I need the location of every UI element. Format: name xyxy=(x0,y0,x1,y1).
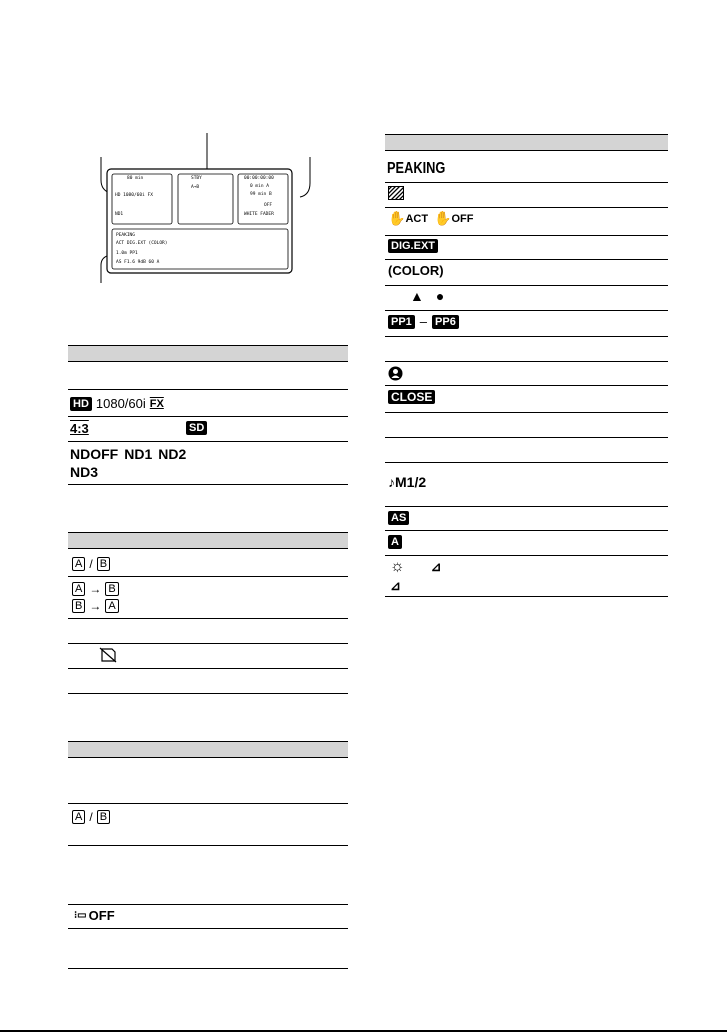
white-balance-icons xyxy=(390,558,442,576)
card-b-icon: B xyxy=(97,810,110,824)
aspect-ratio-icon xyxy=(70,421,89,436)
row-divider xyxy=(68,389,348,390)
picture-profile-icons: PP1 – PP6 xyxy=(388,314,459,329)
relay-a-to-b-icon: A → B xyxy=(72,582,119,596)
diagram-box4-line3: 1.0m PP1 xyxy=(116,251,138,256)
diagram-box4-line2: ACT DIG.EXT (COLOR) xyxy=(116,241,168,246)
row-divider xyxy=(385,285,668,286)
as-label: AS xyxy=(388,511,409,525)
no-card-icon xyxy=(98,647,118,663)
card-b-icon: B xyxy=(105,582,118,596)
nd-filter-icons xyxy=(70,446,186,462)
diagram-box1-line1: 80 min xyxy=(127,176,144,181)
row-divider xyxy=(385,207,668,208)
card-slot-icons: A / B xyxy=(72,810,110,824)
diagram-box4-line1: PEAKING xyxy=(116,233,135,238)
row-divider xyxy=(385,555,668,556)
diagram-box1-line3: ND1 xyxy=(115,212,124,217)
light-off-label: OFF xyxy=(88,908,115,923)
page-bottom-rule xyxy=(0,1030,727,1032)
row-divider xyxy=(385,530,668,531)
aspect-ratio-label: 4:3 xyxy=(70,421,89,436)
wb-a-icon: ⊿ xyxy=(430,559,442,574)
card-b-icon: B xyxy=(72,599,85,613)
auto-icon xyxy=(388,535,402,549)
left-table-1-header xyxy=(68,345,348,362)
diagram-box3-line4: OFF xyxy=(264,203,273,208)
pp6-icon: PP6 xyxy=(432,315,459,329)
nd2-icon: ND2 xyxy=(158,446,187,462)
digital-extender-icon xyxy=(388,239,438,253)
row-divider xyxy=(68,618,348,619)
diagram-box3-line5: WHITE FADER xyxy=(244,212,274,217)
card-a-icon: A xyxy=(72,582,85,596)
card-slot-icons: A / B xyxy=(72,557,110,571)
nd3-label: ND3 xyxy=(70,464,99,480)
row-divider xyxy=(385,259,668,260)
landscape-icon: ▲ xyxy=(410,288,424,304)
color-icon: ( COLOR ) xyxy=(388,263,444,278)
row-divider xyxy=(68,668,348,669)
diagram-box4-line4: AS F1.6 9dB 60 A xyxy=(116,260,160,265)
card-a-icon: A xyxy=(72,557,85,571)
card-b-icon: B xyxy=(97,557,110,571)
left-table-2-header xyxy=(68,532,348,549)
table-bottom-rule xyxy=(385,596,668,597)
row-divider xyxy=(385,437,668,438)
peaking-icon xyxy=(387,160,445,178)
diagram-box1-line2: HD 1080/60i FX xyxy=(115,193,153,198)
row-divider xyxy=(68,576,348,577)
left-table-3-header xyxy=(68,741,348,758)
row-divider xyxy=(385,385,668,386)
row-divider xyxy=(68,928,348,929)
digital-extender-label: DIG.EXT xyxy=(388,239,438,253)
color-label: COLOR xyxy=(392,263,440,278)
right-table-header xyxy=(385,134,668,151)
auto-label: A xyxy=(388,535,402,549)
nd3-icon xyxy=(70,464,98,480)
steadyshot-off-label: OFF xyxy=(451,212,474,225)
hd-icon xyxy=(70,396,164,411)
row-divider xyxy=(385,336,668,337)
close-icon xyxy=(388,390,435,404)
peaking-label: PEAKING xyxy=(387,160,446,177)
display-diagram xyxy=(60,125,360,300)
diagram-box3-line2: 0 min A xyxy=(250,184,269,189)
relay-b-to-a-icon: B → A xyxy=(72,599,119,613)
table-bottom-rule xyxy=(68,484,348,485)
face-detection-icon xyxy=(388,366,403,381)
diagram-box2-line2: A→B xyxy=(191,185,200,190)
nd-off-icon: NDOFF xyxy=(70,446,119,462)
row-divider xyxy=(385,182,668,183)
diagram-box2-line1: STBY xyxy=(191,176,202,181)
zebra-icon xyxy=(388,186,404,200)
row-divider xyxy=(385,506,668,507)
row-divider xyxy=(68,416,348,417)
row-divider xyxy=(68,441,348,442)
row-divider xyxy=(385,462,668,463)
row-divider xyxy=(68,643,348,644)
row-divider xyxy=(68,803,348,804)
row-divider xyxy=(68,904,348,905)
card-a-icon: A xyxy=(72,810,85,824)
table-bottom-rule xyxy=(68,693,348,694)
hd-badge: HD xyxy=(70,397,92,411)
outdoor-icon: ☼ xyxy=(390,558,405,575)
wb-b-icon: ⊿ xyxy=(390,578,401,593)
diagram-box3-line1: 00:00:00:00 xyxy=(244,176,274,181)
as-icon xyxy=(388,511,409,525)
row-divider xyxy=(385,235,668,236)
nd1-icon: ND1 xyxy=(124,446,153,462)
music-label: M1/2 xyxy=(395,474,427,490)
diagram-box3-line3: 99 min B xyxy=(250,192,272,197)
row-divider xyxy=(385,361,668,362)
sd-icon xyxy=(186,421,207,435)
pp1-icon: PP1 xyxy=(388,315,415,329)
light-off-icon: ⁝▭ OFF xyxy=(74,908,115,923)
table-bottom-rule xyxy=(68,968,348,969)
scene-icons xyxy=(410,288,444,304)
sd-badge: SD xyxy=(186,421,207,435)
row-divider xyxy=(68,845,348,846)
portrait-icon: ● xyxy=(435,288,445,304)
steadyshot-icons: ✋ ACT ✋ OFF xyxy=(388,210,474,226)
fx-icon: FX xyxy=(149,397,164,410)
steadyshot-active-label: ACT xyxy=(405,212,429,225)
resolution-label: 1080/60i xyxy=(95,396,146,411)
row-divider xyxy=(385,412,668,413)
card-a-icon: A xyxy=(105,599,118,613)
close-label: CLOSE xyxy=(388,390,435,404)
row-divider xyxy=(385,310,668,311)
music-icon: ♪ M1/2 xyxy=(388,474,427,490)
